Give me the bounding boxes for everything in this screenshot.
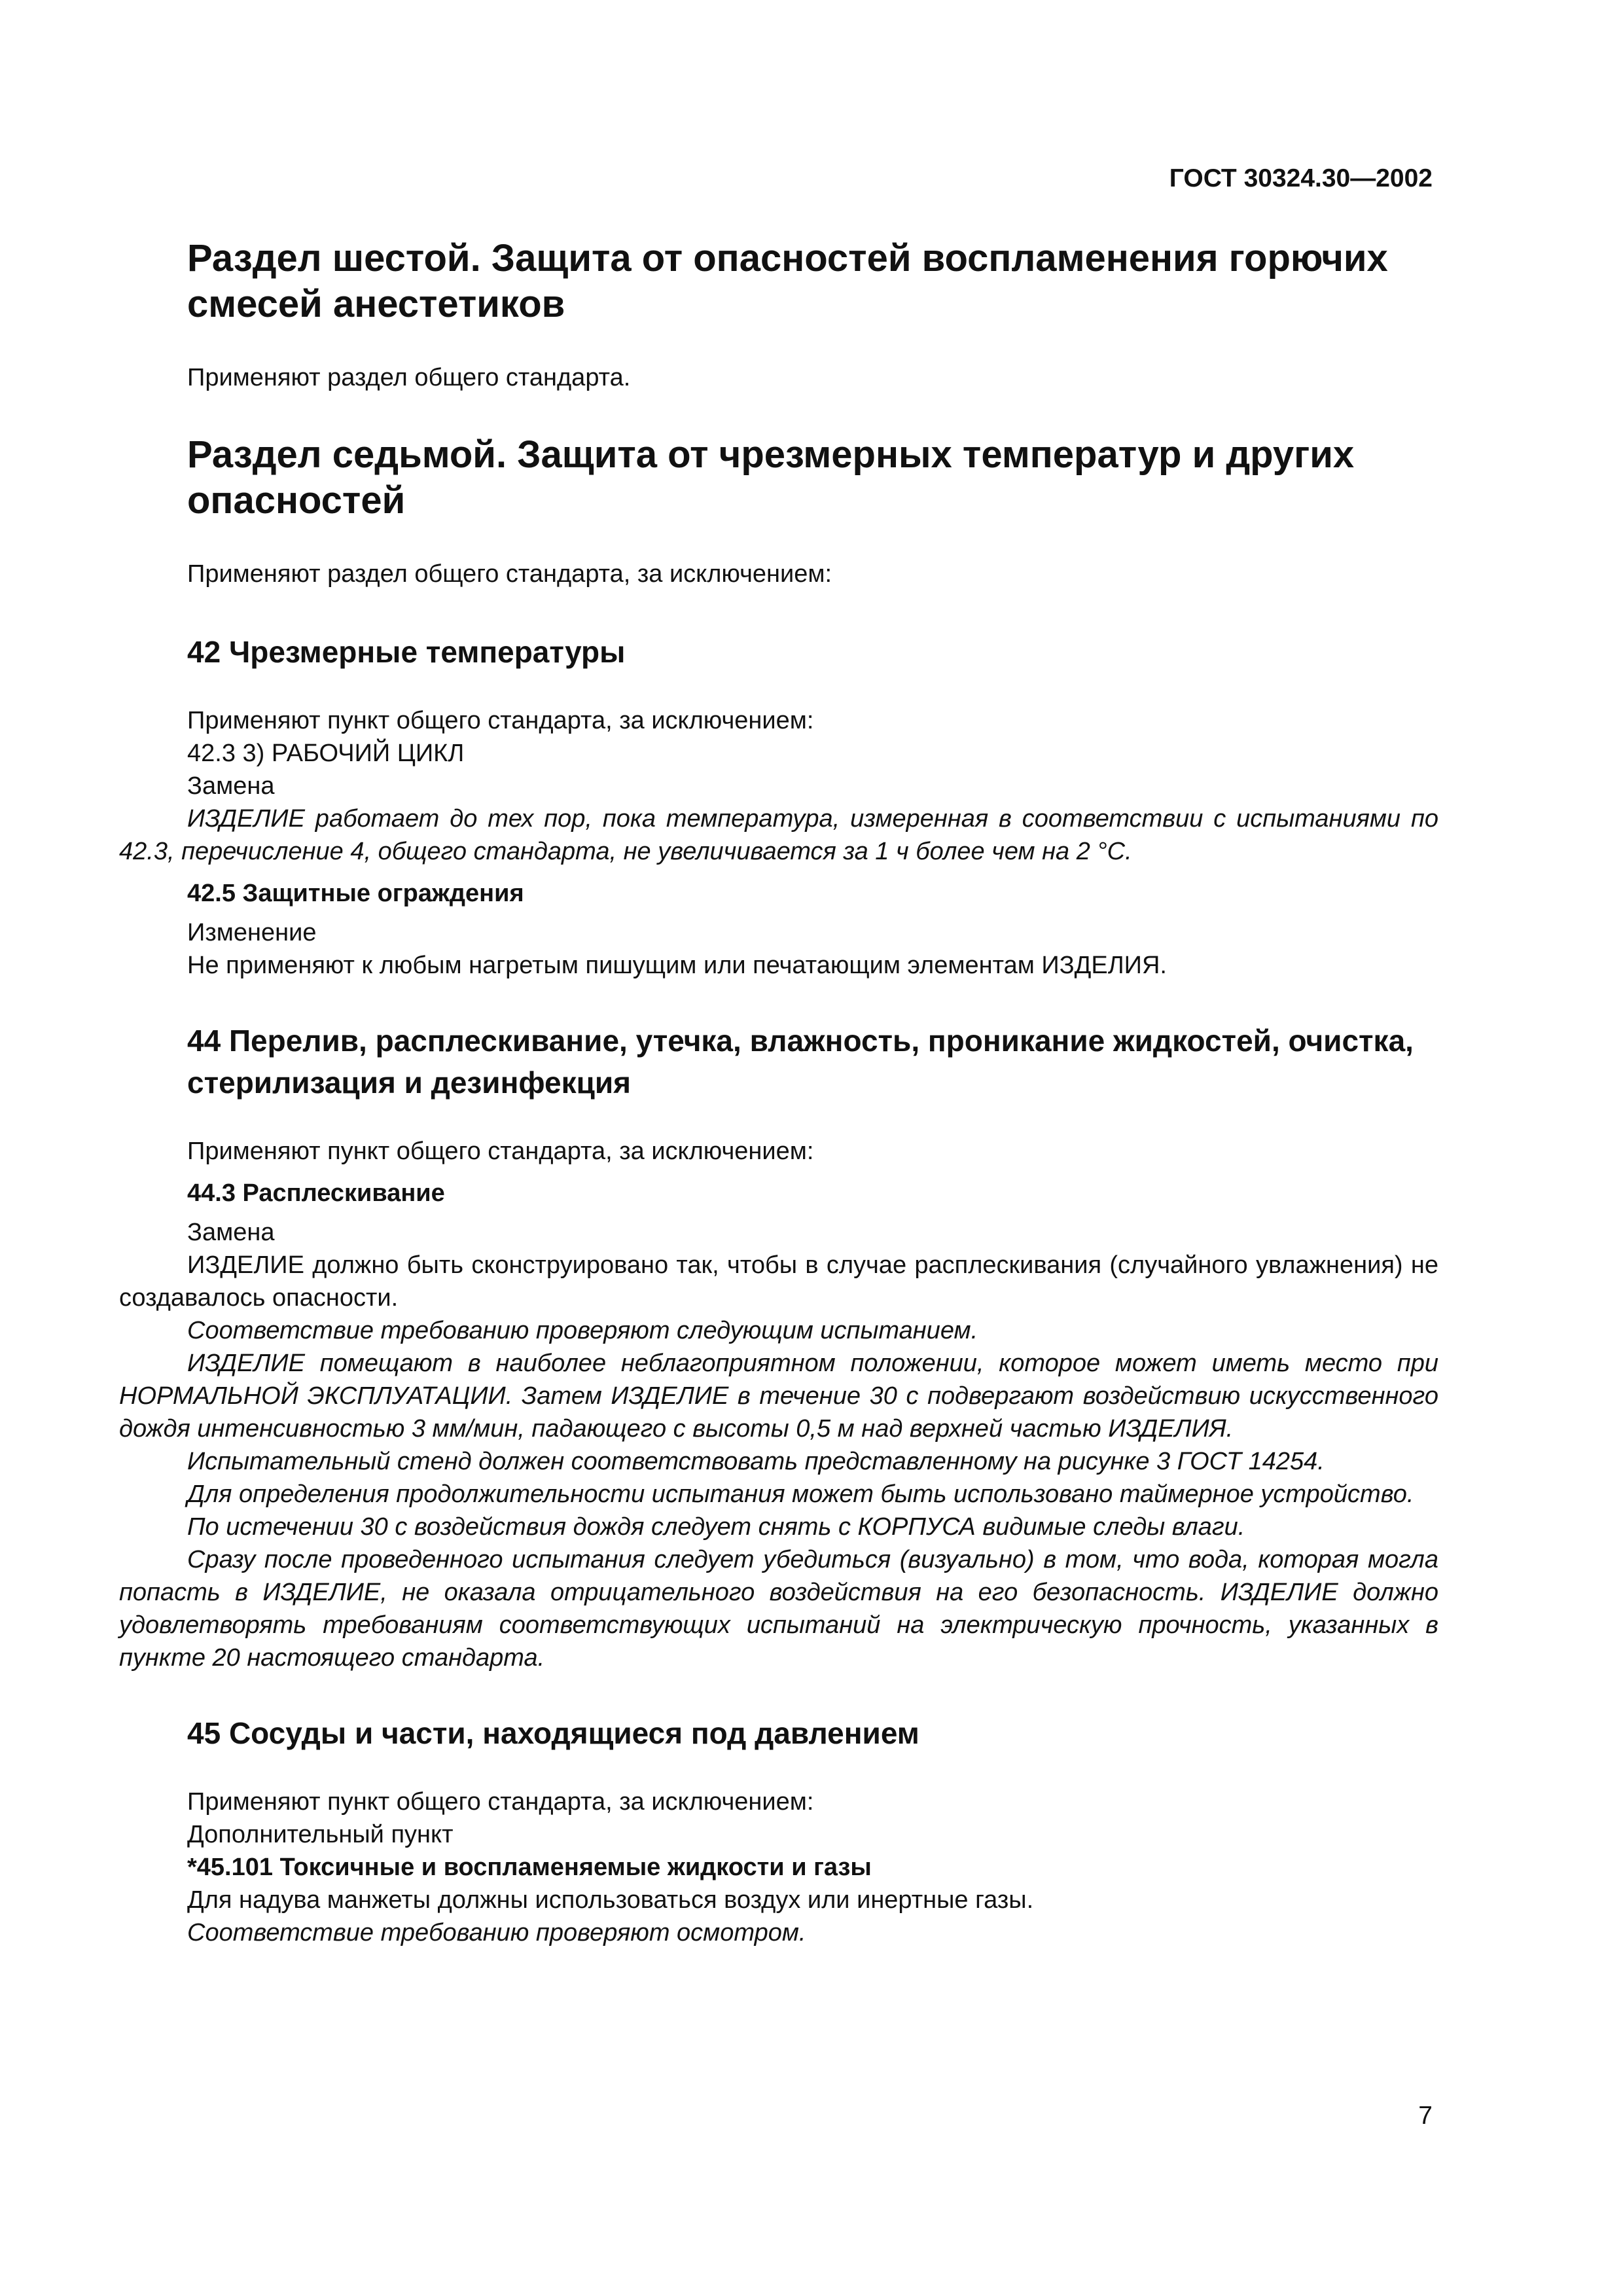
clause-44-3-p2: Соответствие требованию проверяют следующим испытанием. xyxy=(187,1317,978,1344)
clause-45-101-title: *45.101 Токсичные и воспламеняемые жидкости и газы xyxy=(187,1854,872,1881)
clause-44-3-title: 44.3 Расплескивание xyxy=(187,1179,445,1207)
page-content xyxy=(119,236,1438,1949)
standard-code: ГОСТ 30324.30—2002 xyxy=(1169,164,1433,192)
clause-44-3-p4: Испытательный стенд должен соответствовать представленному на рисунке 3 ГОСТ 14254. xyxy=(187,1448,1325,1475)
page-number: 7 xyxy=(1418,2102,1433,2130)
clause-44-3-p6: По истечении 30 с воздействия дождя следует снять с КОРПУСА видимые следы влаги. xyxy=(187,1513,1245,1541)
clause-42-title: 42 Чрезмерные температуры xyxy=(187,635,626,669)
clause-45-title: 45 Сосуды и части, находящиеся под давлением xyxy=(187,1716,919,1750)
clause-42-item: 42.3 3) РАБОЧИЙ ЦИКЛ xyxy=(187,740,465,767)
clause-44-3-p7: Сразу после проведенного испытания следует убедиться (визуально) в том, что вода, которая могла попасть в ИЗДЕЛИЕ, не оказала отрицательного воздействия на его безопасность. ИЗДЕЛИЕ должно удовлетворять требованиям соответствующих испытаний на электрическую прочность, указанных в пункте 20 настоящего стандарта. xyxy=(119,1546,1438,1672)
clause-45-101-text: Для надува манжеты должны использоваться воздух или инертные газы. xyxy=(187,1886,1034,1914)
clause-45-101-check: Соответствие требованию проверяют осмотром. xyxy=(187,1919,806,1946)
section-7-title: Раздел седьмой. Защита от чрезмерных температур и других опасностей xyxy=(187,433,1355,522)
clause-44-intro: Применяют пункт общего стандарта, за исключением: xyxy=(187,1138,814,1165)
clause-44-3-p1: ИЗДЕЛИЕ должно быть сконструировано так, чтобы в случае расплескивания (случайного увлажнения) не создавалось опасности. xyxy=(119,1251,1438,1312)
section-6-title: Раздел шестой. Защита от опасностей воспламенения горючих смесей анестетиков xyxy=(187,237,1388,325)
clause-42-5-title: 42.5 Защитные ограждения xyxy=(187,880,524,907)
section-6-text: Применяют раздел общего стандарта. xyxy=(187,364,631,391)
clause-42-replace: Замена xyxy=(187,772,275,800)
clause-44-3-p5: Для определения продолжительности испытания может быть использовано таймерное устройство. xyxy=(187,1480,1414,1508)
clause-44-3-replace: Замена xyxy=(187,1219,275,1246)
clause-45-intro: Применяют пункт общего стандарта, за исключением: xyxy=(187,1788,814,1816)
clause-42-intro: Применяют пункт общего стандарта, за исключением: xyxy=(187,707,814,734)
clause-44-3-p3: ИЗДЕЛИЕ помещают в наиболее неблагоприятном положении, которое может иметь место при НОРМАЛЬНОЙ ЭКСПЛУАТАЦИИ. Затем ИЗДЕЛИЕ в течение 30 с подвергают воздействию искусственного дождя интенсивностью 3 мм/мин, падающего с высоты 0,5 м над верхней частью ИЗДЕЛИЯ. xyxy=(119,1350,1438,1443)
clause-42-5-change: Изменение xyxy=(187,919,317,946)
clause-44-title: 44 Перелив, расплескивание, утечка, влажность, проникание жидкостей, очистка, стерилизация и дезинфекция xyxy=(187,1024,1414,1100)
clause-42-text: ИЗДЕЛИЕ работает до тех пор, пока температура, измеренная в соответствии с испытаниями по 42.3, перечисление 4, общего стандарта, не увеличивается за 1 ч более чем на 2 °С. xyxy=(119,805,1438,865)
section-7-text: Применяют раздел общего стандарта, за исключением: xyxy=(187,560,832,588)
clause-45-extra: Дополнительный пункт xyxy=(187,1821,454,1848)
clause-42-5-text: Не применяют к любым нагретым пишущим или печатающим элементам ИЗДЕЛИЯ. xyxy=(187,952,1167,979)
